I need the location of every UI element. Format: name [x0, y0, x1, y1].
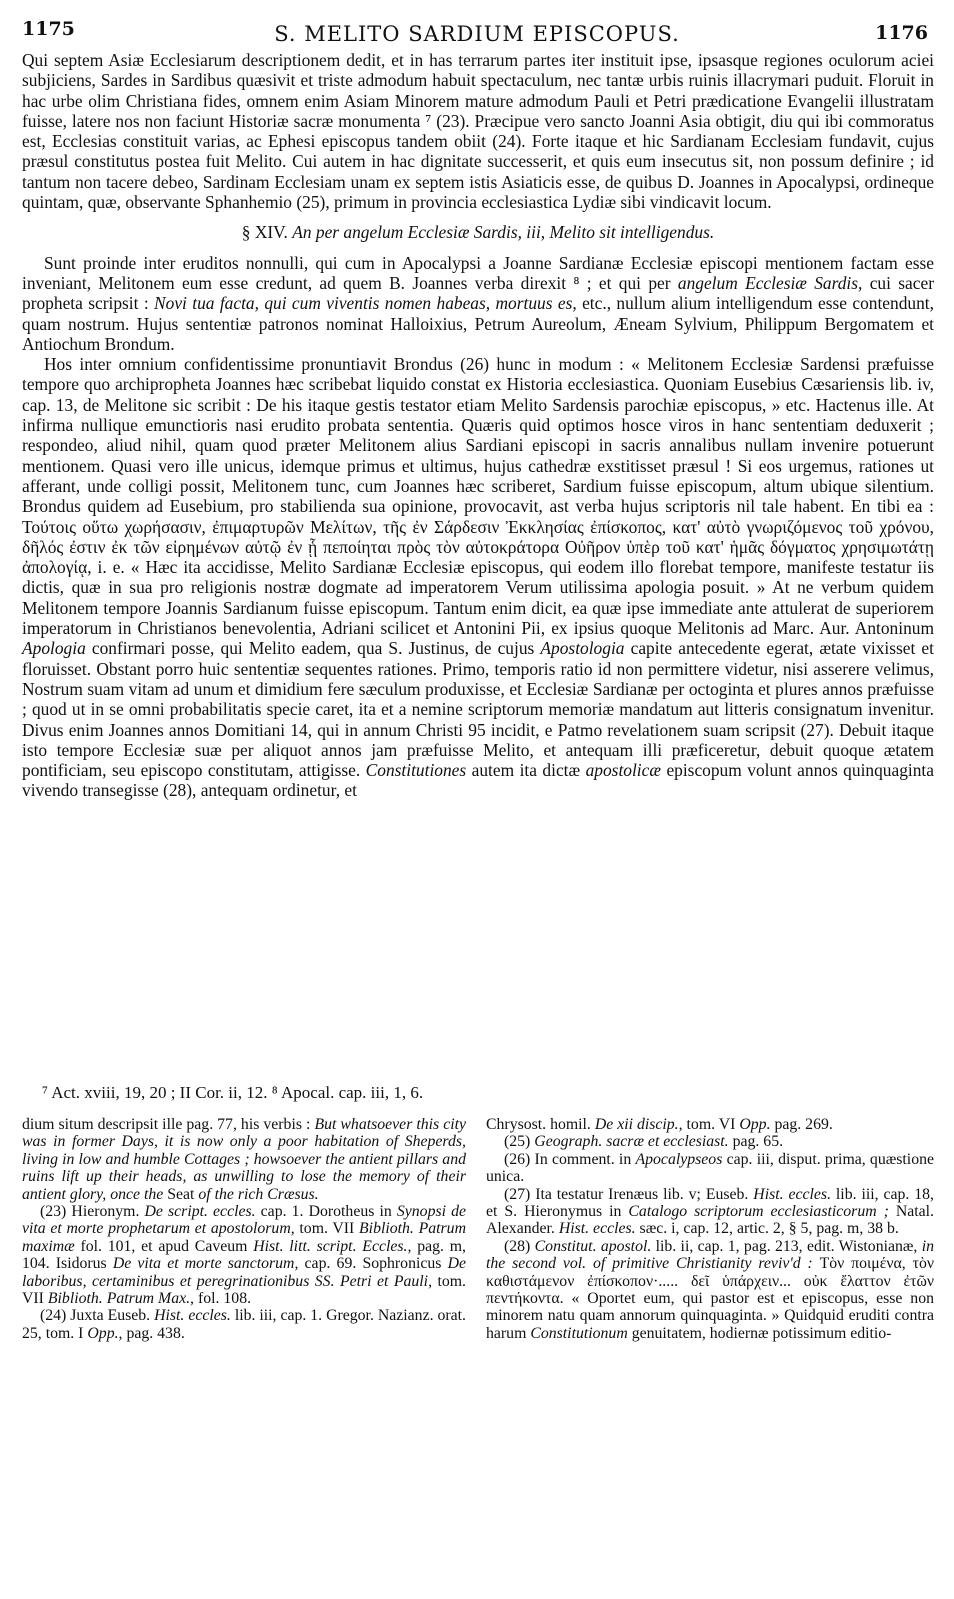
note-continuation-right: Chrysost. homil. De xii discip., tom. VI Opp. pag. 269.: [486, 1116, 833, 1133]
note-continuation: dium situm descripsit ille pag. 77, his verbis : But whatsoever this city was in former Days, it is now only a poor habitation of Sheperds, living in low and humble Cottages ; howsoever the antient pillars and ruins lift up their heads, as unwilling to lose the memory of their antient glory, once the Seat of the rich Cræsus.: [22, 1116, 467, 1203]
notes-column-left: [22, 1116, 466, 1342]
note-25: (25) Geograph. sacræ et ecclesiast. pag. 65.: [504, 1133, 784, 1151]
main-text: [22, 50, 934, 801]
paragraph-2: Sunt proinde inter eruditos nonnulli, qui cum in Apocalypsi a Joanne Sardianæ Ecclesiæ episcopi mentionem factam esse inveniant, Melitonem eum esse credunt, ad quem B. Joannes verba direxit ⁸ ; et qui per angelum Ecclesiæ Sardis, cui sacer propheta scripsit : Novi tua facta, qui cum viventis nomen habeas, mortuus es, etc., nullum alium intelligendum esse contendunt, quam nostrum. Hujus sententiæ patronos nominat Halloixius, Petrum Aureolum, Æneam Sylvium, Philippum Bergomatem et Antiochum Brondum.: [22, 252, 934, 354]
page-header: [0, 18, 954, 52]
note-28: (28) Constitut. apostol. lib. ii, cap. 1, pag. 213, edit. Wistonianæ, in the second vol. of primitive Christianity reviv'd : Τὸν ποιμένα, τὸν καθιστάμενον ἐπίσκοπον·..... δεῖ ὑπάρχειν... οὐκ ἔλαττον ἐτῶν πεντήκοντα. « Oportet eum, qui pastor est et episcopus, esse non minorem natu quam annorum quinquaginta. » Quidquid eruditi contra harum Constitutionum genuitatem, hodiernæ potissimum editio-: [486, 1237, 934, 1342]
footnote-references: ⁷ Act. xviii, 19, 20 ; II Cor. ii, 12. ⁸ Apocal. cap. iii, 1, 6.: [42, 1083, 424, 1102]
column-number-left: 1175: [22, 18, 75, 40]
note-27: (27) Ita testatur Irenæus lib. v; Euseb. Hist. eccles. lib. iii, cap. 18, et S. Hieronymus in Catalogo scriptorum ecclesiasticorum ; Natal. Alexander. Hist. eccles. sæc. i, cap. 12, artic. 2, § 5, pag. m, 38 b.: [486, 1185, 934, 1238]
section-number: § XIV.: [241, 222, 288, 243]
column-number-right: 1176: [875, 22, 928, 44]
notes-column-right: [486, 1116, 934, 1342]
note-23: (23) Hieronym. De script. eccles. cap. 1. Dorotheus in Synopsi de vita et morte prophetarum et apostolorum, tom. VII Biblioth. Patrum maximæ fol. 101, et apud Caveum Hist. litt. script. Eccles., pag. m, 104. Isidorus De vita et morte sanctorum, cap. 69. Sophronicus De laboribus, certaminibus et peregrinationibus SS. Petri et Pauli, tom. VII Biblioth. Patrum Max., fol. 108.: [22, 1203, 467, 1308]
note-24: (24) Juxta Euseb. Hist. eccles. lib. iii, cap. 1. Gregor. Nazianz. orat. 25, tom. I Opp., pag. 438.: [22, 1307, 466, 1342]
running-title: S. MELITO SARDIUM EPISCOPUS.: [274, 22, 680, 46]
paragraph-3: Hos inter omnium confidentissime pronuntiavit Brondus (26) hunc in modum : « Melitonem Ecclesiæ Sardensi præfuisse tempore quo archipropheta Joannes hæc scribebat liquido constat ex Historia ecclesiastica. Quoniam Eusebius Cæsariensis lib. iv, cap. 13, de Melitone sic scribit : De his itaque gestis testator etiam Melito Sardensis parochiæ episcopus, » etc. Hactenus ille. At infirma nullique emunctioris nasi erudito probata sententia. Quæris quid optimos hosce viros in hanc sententiam deduxerit ; respondeo, aliud nihil, quam quod præter Melitonem alius Sardiani episcopi in sacris annalibus nullam invenire potuerunt mentionem. Quasi vero ille unicus, idemque primus et ultimus, hujus cathedræ exstitisset præsul ! Si eos urgemus, rationes ut afferant, unde colligi possit, Melitonem tunc, cum Joannes hæc scriberet, Sardium fuisse episcopum, altum ubique silentium. Brondus quidem ad Eusebium, pro stabilienda sua opinione, provocavit, ast verba hujus scriptoris nil tale habent. En tibi ea : Τούτοις οὕτω χωρήσασιν, ἐπιμαρτυρῶν Μελίτων, τῆς ἐν Σάρδεσιν Ἐκκλησίας ἐπίσκοπος, κατ' αὐτὸ γνωριζόμενος τοῦ χρόνου, δῆλός ἐστιν ἐκ τῶν εἰρημένων αὐτῷ ἐν ᾗ πεποίηται πρὸς τὸν αὐτοκράτορα Οὐῆρον ὑπὲρ τοῦ κατ' ἡμᾶς δόγματος χρησιμωτάτῃ ἀπολογίᾳ, i. e. « Hæc ita accidisse, Melito Sardianæ Ecclesiæ episcopus, qui eodem illo florebat tempore, manifeste testatur iis dictis, quæ in sua pro religionis nostræ dogmate ad imperatorem Verum utilissima apologia posuit. » At ne verbum quidem Melitonem tempore Joannis Sardianum fuisse episcopum. Tantum enim dicit, ea quæ ipse immediate ante attulerat de superiorem imperatorum in Christianos benevolentia, Adriani scilicet et Antonini Pii, ex ipsius quoque Melitonis ad Marc. Aur. Antoninum Apologia confirmari posse, qui Melito eadem, qua S. Justinus, de cujus Apostologia capite antecedente egerat, ætate vixisset et floruisset. Obstant porro huic sententiæ sequentes rationes. Primo, temporis ratio id non permittere videtur, nisi asserere velimus, Nostrum suam vitam ad unum et dimidium fere sæculum produxisse, et Ecclesiæ Sardianæ per octoginta et plures annos præfuisse ; quod ut in se omni probabilitatis specie caret, ita et a nemine scriptorum memoriæ mandatum aut litteris consignatum invenitur. Divus enim Joannes annos Domitiani 14, qui in annum Christi 95 incidit, e Patmo revelationem suam scripsit (27). Debuit itaque isto tempore Ecclesiæ suæ per aliquot annos jam præfuisse Melito, et antequam illi præficeretur, debuit quoque ætatem pontificiam, seu episcopo constitutam, attigisse. Constitutiones autem ita dictæ apostolicæ episcopum volunt annos quinquaginta vivendo transegisse (28), antequam ordinetur, et: [22, 354, 934, 801]
note-26: (26) In comment. in Apocalypseos cap. iii, disput. prima, quæstione unica.: [486, 1150, 934, 1186]
section-heading: [22, 222, 934, 242]
section-title: An per angelum Ecclesiæ Sardis, iii, Melito sit intelligendus.: [292, 222, 715, 243]
paragraph-1: Qui septem Asiæ Ecclesiarum descriptionem dedit, et in has terrarum partes iter instituit ipse, ipsasque regiones oculorum aciei subjiciens, Sardes in Sardibus quæsivit et triste admodum habuit spectaculum, nec tantæ urbis ruinis illacrymari puduit. Floruit in hac urbe olim Christiana fides, omnem enim Asiam Minorem mature admodum Pauli et Petri prædicatione Evangelii illustratam fuisse, latere nos non faciunt Historiæ sacræ monumenta ⁷ (23). Præcipue vero sancto Joanni Asia obtigit, diu qui ibi commoratus est, Ecclesias constituit varias, ac Ephesi episcopus tandem obiit (24). Forte itaque et hic Sardianam Ecclesiam fundavit, cujus præsul constitutus postea fuit Melito. Cui autem in hac dignitate successerit, et quis eum insecutus sit, non possum definire ; id tantum non tacere debeo, Sardinam Ecclesiam unam ex septem istis Asiaticis esse, de quibus D. Joannes in Apocalypsi, ordineque quintam, quæ, observante Sphanhemio (25), primum in provincia ecclesiastica Lydiæ sibi vindicavit locum.: [22, 50, 934, 213]
